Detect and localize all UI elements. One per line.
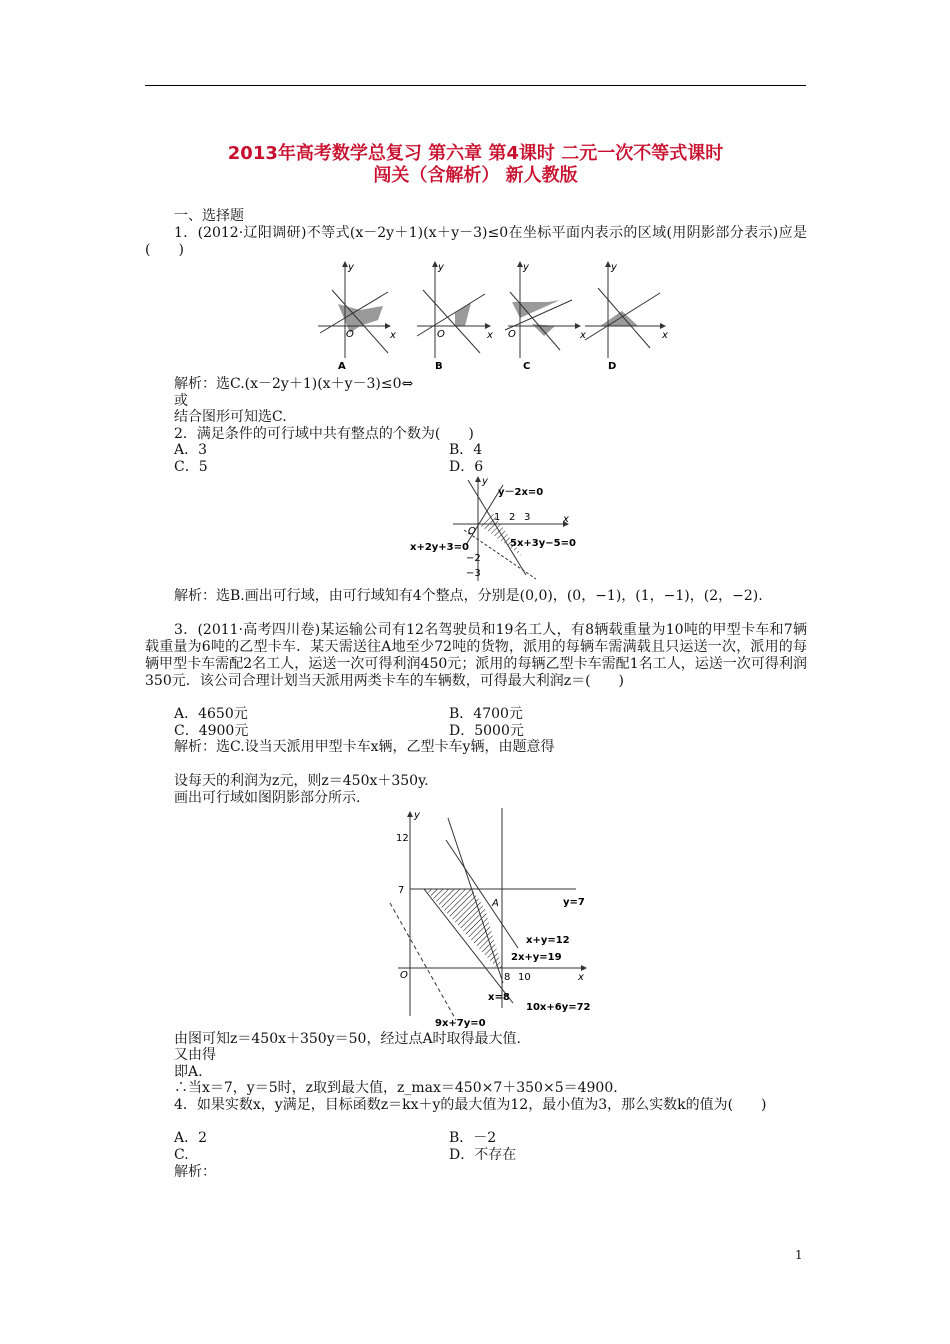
svg-text:2x+y=19: 2x+y=19: [511, 952, 562, 963]
q2-option-d: D．6: [449, 459, 484, 475]
svg-text:1: 1: [494, 512, 501, 523]
q3-solution-line7: ∴当x＝7，y＝5时，z取到最大值，z_max＝450×7＋350×5＝4900.: [174, 1080, 618, 1096]
option-c-graph: [505, 262, 586, 372]
q1-figure-set: [310, 258, 670, 376]
svg-text:7: 7: [398, 885, 405, 896]
doc-title-line1: 2013年高考数学总复习 第六章 第4课时 二元一次不等式课时: [227, 143, 724, 164]
q3-option-b: B．4700元: [449, 706, 523, 722]
q2-figure: [408, 475, 580, 585]
option-d-label: D: [608, 361, 617, 372]
svg-text:−3: −3: [466, 568, 481, 579]
doc-title-line2: 闯关（含解析） 新人教版: [373, 165, 578, 186]
q3-solution-line3: 画出可行域如图阴影部分所示.: [174, 790, 361, 806]
section-heading: 一、选择题: [174, 208, 244, 224]
q1-solution-line1: 解析：选C.(x－2y＋1)(x＋y－3)≤0⇔: [174, 376, 414, 392]
option-a-label: A: [338, 361, 346, 372]
q3-solution-line6: 即A.: [174, 1064, 203, 1080]
svg-text:x: x: [487, 330, 493, 341]
svg-text:O: O: [437, 329, 445, 340]
svg-text:−2: −2: [466, 553, 481, 564]
question-2: 2．满足条件的可行域中共有整点的个数为( ): [174, 426, 474, 442]
svg-text:x: x: [662, 330, 668, 341]
q1-solution-line2: 或: [174, 393, 188, 409]
svg-text:O: O: [400, 970, 408, 981]
q2-line-label-2: 5x+3y−5=0: [510, 538, 576, 549]
svg-text:x: x: [580, 330, 586, 341]
option-b-graph: [417, 262, 493, 372]
q3-option-c: C．4900元: [174, 723, 249, 739]
svg-text:y: y: [348, 262, 354, 273]
svg-text:y: y: [414, 810, 420, 821]
svg-text:x=8: x=8: [488, 992, 510, 1003]
svg-text:y=7: y=7: [563, 897, 585, 908]
q2-line-label-3: x+2y+3=0: [410, 542, 469, 553]
option-a-graph: [318, 262, 396, 372]
svg-text:y: y: [523, 262, 529, 273]
svg-text:3: 3: [524, 512, 531, 523]
svg-text:O: O: [346, 329, 354, 340]
svg-text:y: y: [438, 262, 444, 273]
question-3: 3．(2011·高考四川卷)某运输公司有12名驾驶员和19名工人，有8辆载重量为10吨的甲型卡车和7辆载重量为6吨的乙型卡车．某天需送往A地至少72吨的货物，派用的每辆车需满载且只运送一次，派用的每辆甲型卡车需配2名工人，运送一次可得利润450元；派用的每辆乙型卡车需配1名工人，运送一次可得利润350元．该公司合理计划当天派用两类卡车的车辆数，可得最大利润z＝( ): [145, 622, 807, 689]
question-1: 1．(2012·辽阳调研)不等式(x－2y＋1)(x＋y－3)≤0在坐标平面内表示的区域(用阴影部分表示)应是( ): [145, 225, 807, 258]
q3-figure: [388, 808, 600, 1030]
svg-text:x: x: [578, 972, 584, 983]
q3-solution-line4: 由图可知z＝450x＋350y＝50，经过点A时取得最大值.: [174, 1031, 521, 1047]
svg-text:x: x: [563, 514, 569, 525]
q2-option-c: C．5: [174, 459, 208, 475]
q4-option-c: C.: [174, 1147, 189, 1163]
option-d-graph: [585, 262, 668, 372]
q3-option-d: D．5000元: [449, 723, 524, 739]
q2-line-label-1: y－2x=0: [498, 487, 544, 498]
q4-option-b: B．－2: [449, 1130, 497, 1146]
q4-option-d: D．不存在: [449, 1147, 517, 1163]
svg-text:y: y: [482, 476, 488, 487]
question-4: 4．如果实数x，y满足，目标函数z＝kx＋y的最大值为12，最小值为3，那么实数k的值为( ): [174, 1097, 767, 1113]
header-rule: [145, 85, 806, 86]
q3-solution-line5: 又由得: [174, 1047, 216, 1063]
svg-text:2: 2: [509, 512, 516, 523]
q2-option-b: B．4: [449, 442, 483, 458]
page-number: 1: [795, 1248, 803, 1262]
q3-option-a: A．4650元: [174, 706, 248, 722]
option-c-label: C: [523, 361, 531, 372]
svg-text:12: 12: [396, 833, 409, 844]
q2-option-a: A．3: [174, 442, 208, 458]
option-b-label: B: [435, 361, 443, 372]
svg-text:x: x: [390, 330, 396, 341]
svg-text:10: 10: [518, 972, 531, 983]
svg-text:O: O: [468, 526, 476, 537]
q3-solution-line1: 解析：选C.设当天派用甲型卡车x辆，乙型卡车y辆，由题意得: [174, 739, 555, 755]
q4-solution: 解析：: [174, 1164, 216, 1180]
q1-solution-line3: 结合图形可知选C.: [174, 409, 287, 425]
svg-text:y: y: [611, 262, 617, 273]
svg-text:O: O: [508, 329, 516, 340]
svg-text:A: A: [492, 898, 499, 909]
q2-solution: 解析：选B.画出可行域，由可行域知有4个整点，分别是(0,0)，(0，−1)，(1，−1)，(2，−2).: [174, 588, 763, 604]
svg-text:x+y=12: x+y=12: [526, 935, 570, 946]
svg-text:8: 8: [504, 972, 511, 983]
svg-text:9x+7y=0: 9x+7y=0: [435, 1018, 486, 1029]
q4-option-a: A．2: [174, 1130, 208, 1146]
q3-solution-line2: 设每天的利润为z元，则z＝450x＋350y.: [174, 773, 429, 789]
svg-text:10x+6y=72: 10x+6y=72: [526, 1002, 591, 1013]
